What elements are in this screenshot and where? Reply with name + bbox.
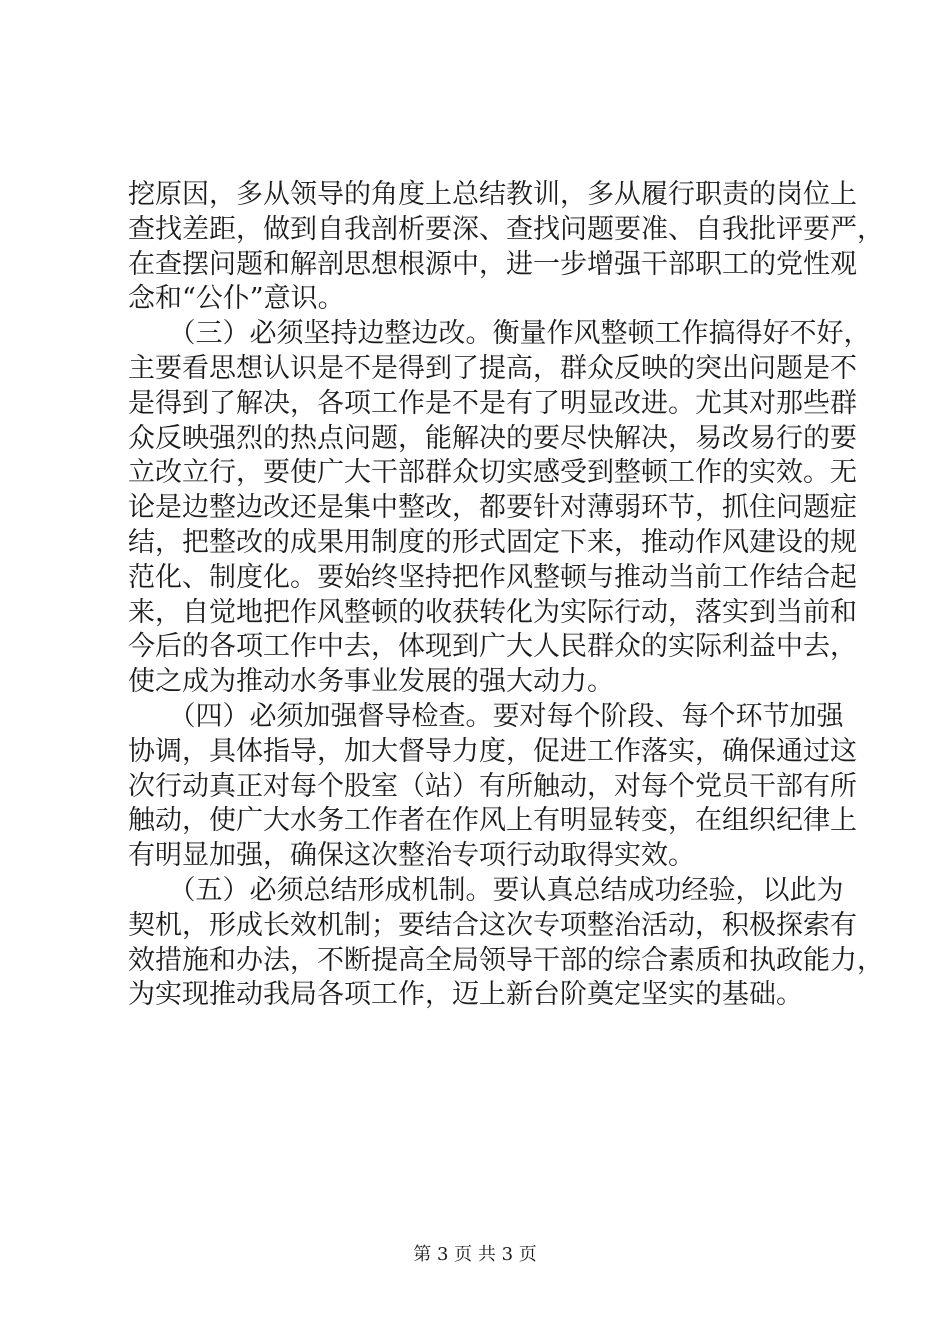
text-line: 结，把整改的成果用制度的形式固定下来，推动作风建设的规 [128, 526, 857, 558]
text-line: 为实现推动我局各项工作，迈上新台阶奠定坚实的基础。 [128, 979, 803, 1011]
text-line: 是得到了解决，各项工作是不是有了明显改进。尤其对那些群 [128, 387, 857, 419]
text-line: 立改立行，要使广大干部群众切实感受到整顿工作的实效。无 [128, 457, 857, 489]
text-line: 触动，使广大水务工作者在作风上有明显转变，在组织纪律上 [128, 805, 857, 837]
text-line: 来，自觉地把作风整顿的收获转化为实际行动，落实到当前和 [128, 596, 857, 628]
document-body [128, 178, 884, 1013]
page-footer [0, 1243, 950, 1267]
text-line: （四）必须加强督导检查。要对每个阶段、每个环节加强 [128, 700, 844, 732]
text-line: 契机，形成长效机制；要结合这次专项整治活动，积极探索有 [128, 909, 857, 941]
text-line: 主要看思想认识是不是得到了提高，群众反映的突出问题是不 [128, 352, 857, 384]
text-line: 今后的各项工作中去，体现到广大人民群众的实际利益中去， [128, 631, 857, 663]
text-line: 协调，具体指导，加大督导力度，促进工作落实，确保通过这 [128, 735, 857, 767]
text-line: 使之成为推动水务事业发展的强大动力。 [128, 666, 614, 698]
text-line: 次行动真正对每个股室（站）有所触动，对每个党员干部有所 [128, 770, 857, 802]
text-line: 挖原因，多从领导的角度上总结教训，多从履行职责的岗位上 [128, 179, 857, 210]
text-line: 众反映强烈的热点问题，能解决的要尽快解决，易改易行的要 [128, 422, 857, 454]
text-line: 范化、制度化。要始终坚持把作风整顿与推动当前工作结合起 [128, 561, 857, 593]
text-line: 效措施和办法，不断提高全局领导干部的综合素质和执政能力， [128, 944, 884, 976]
text-line: 查找差距，做到自我剖析要深、查找问题要准、自我批评要严， [128, 213, 884, 245]
text-line: 念和“公仆”意识。 [128, 283, 345, 315]
text-line: 有明显加强，确保这次整治专项行动取得实效。 [128, 840, 695, 872]
text-line: （五）必须总结形成机制。要认真总结成功经验，以此为 [128, 874, 844, 906]
text-line: 论是边整边改还是集中整改，都要针对薄弱环节，抓住问题症 [128, 492, 857, 524]
text-line: 在查摆问题和解剖思想根源中，进一步增强干部职工的党性观 [128, 248, 857, 280]
text-line: （三）必须坚持边整边改。衡量作风整顿工作搞得好不好， [128, 318, 871, 350]
page-number-label: 第 3 页 共 3 页 [413, 1244, 537, 1265]
